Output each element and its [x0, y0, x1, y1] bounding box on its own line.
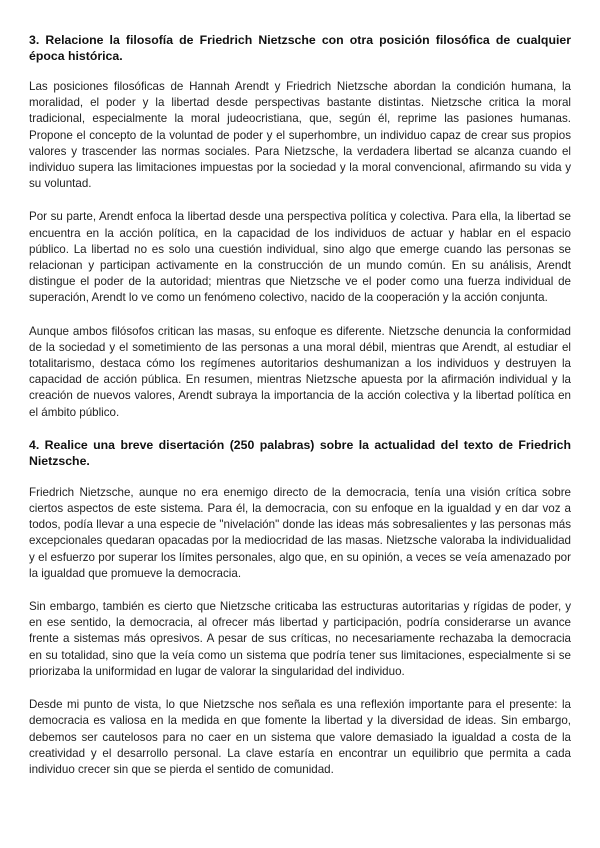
- section-4-paragraph-1: Friedrich Nietzsche, aunque no era enemigo directo de la democracia, tenía una visión crítica sobre ciertos aspectos de este sistema. Para él, la democracia, con su enfoque en la igualdad y en dar voz a todos, podía llevar a una especie de "nivelación" donde las ideas más sobresalientes y las personas más excepcionales quedaran opacadas por la mediocridad de las masas. Nietzsche valoraba la individualidad y el esfuerzo por superar los límites personales, algo que, en su opinión, a veces se veía amenazado por la igualdad que promueve la democracia.: [29, 485, 571, 580]
- section-3-paragraph-2: Por su parte, Arendt enfoca la libertad desde una perspectiva política y colectiva. Para ella, la libertad se encuentra en la acción política, en la capacidad de los individuos de actuar y hablar en el espacio público. La libertad no es solo una cuestión individual, sino algo que emerge cuando las personas se relacionan y participan activamente en la construcción de un mundo común. En su análisis, Arendt distingue el poder de la autoridad; mientras que Nietzsche ve el poder como una fuerza individual de superación, Arendt lo ve como un fenómeno colectivo, nacido de la cooperación y la acción conjunta.: [29, 210, 571, 305]
- section-3-paragraph-3: Aunque ambos filósofos critican las masas, su enfoque es diferente. Nietzsche denuncia la conformidad de la sociedad y el sometimiento de las personas a una moral débil, mientras que Arendt, al estudiar el totalitarismo, destaca cómo los regímenes autoritarios deshumanizan a los individuos y destruyen la capacidad de acción pública. En resumen, mientras Nietzsche apuesta por la afirmación individual y la creación de nuevos valores, Arendt subraya la importancia de la acción colectiva y la libertad política en el ámbito público.: [29, 324, 571, 419]
- section-4-paragraph-3: Desde mi punto de vista, lo que Nietzsche nos señala es una reflexión importante para el presente: la democracia es valiosa en la medida en que fomente la libertad y la diversidad de ideas. Sin embargo, debemos ser cautelosos para no caer en un sistema que valore demasiado la igualdad a costa de la creatividad y el desarrollo personal. La clave estaría en encontrar un equilibrio que permita a cada individuo crecer sin que se pierda el sentido de comunidad.: [29, 698, 571, 776]
- section-4-heading: 4. Realice una breve disertación (250 palabras) sobre la actualidad del texto de Friedrich Nietzsche.: [29, 437, 571, 468]
- section-4-paragraph-2: Sin embargo, también es cierto que Nietzsche criticaba las estructuras autoritarias y rígidas de poder, y en ese sentido, la democracia, al ofrecer más libertad y participación, podría considerarse un avance frente a sistemas más opresivos. A pesar de sus críticas, no necesariamente rechazaba la democracia en su totalidad, sino que la veía como un sistema que podría tener sus limitaciones, especialmente si se priorizaba la uniformidad en lugar de valorar la singularidad del individuo.: [29, 600, 571, 678]
- section-3-paragraph-1: Las posiciones filosóficas de Hannah Arendt y Friedrich Nietzsche abordan la condición humana, la moralidad, el poder y la libertad desde perspectivas bastante distintas. Nietzsche critica la moral tradicional, especialmente la moral judeocristiana, que, según él, reprime las pasiones humanas. Propone el concepto de la voluntad de poder y el superhombre, un individuo capaz de crear sus propios valores y trascender las normas sociales. Para Nietzsche, la verdadera libertad se alcanza cuando el individuo supera las limitaciones impuestas por la sociedad y la moral convencional, afirmando su vida y su voluntad.: [29, 80, 571, 191]
- section-3-heading: 3. Relacione la filosofía de Friedrich Nietzsche con otra posición filosófica de cualquier época histórica.: [29, 33, 571, 63]
